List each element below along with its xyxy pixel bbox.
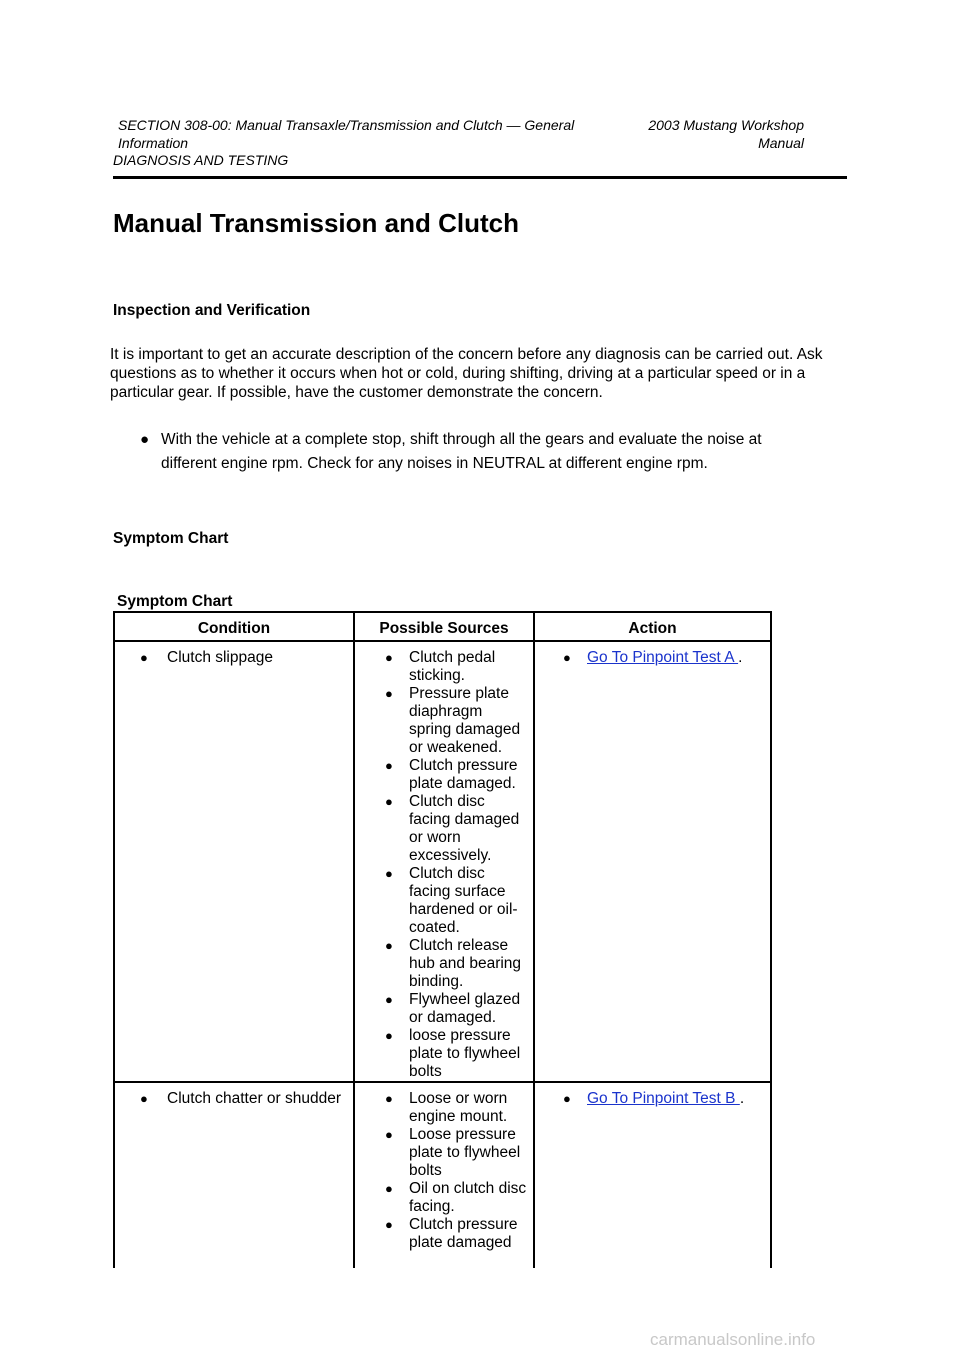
pinpoint-test-a-link[interactable]: Go To Pinpoint Test A: [587, 649, 739, 666]
source-item: ● Clutch disc facing surface hardened or oil-coated.: [385, 865, 527, 937]
table-border-right: [770, 611, 772, 1268]
table-row-1-sources: [385, 649, 527, 1081]
table-row-2-sources: [385, 1090, 527, 1252]
bullet-dot-icon: ●: [140, 431, 150, 448]
table-row-1-condition: [140, 649, 350, 667]
action-item: [563, 649, 768, 667]
source-item: ● Oil on clutch disc facing.: [385, 1180, 527, 1216]
table-row-2-condition: [140, 1090, 352, 1108]
pinpoint-test-b-link[interactable]: Go To Pinpoint Test B: [587, 1090, 740, 1107]
inspection-bullet-text: With the vehicle at a complete stop, shift through all the gears and evaluate the noise at different engine rpm. Check for any noises in NEUTRAL at different engine rpm.: [161, 431, 762, 472]
source-item: ● Loose pressure plate to flywheel bolts: [385, 1126, 527, 1180]
subsection-label: DIAGNOSIS AND TESTING: [113, 152, 289, 168]
action-item: [563, 1090, 768, 1108]
source-item: ● Clutch pressure plate damaged: [385, 1216, 527, 1252]
inspection-bullet: [140, 428, 820, 476]
table-row-1-action: [563, 649, 768, 667]
table-row-2-action: [563, 1090, 768, 1108]
col-header-action: Action: [628, 620, 677, 637]
page-title: Manual Transmission and Clutch: [113, 208, 519, 238]
table-header-rule: [113, 640, 772, 642]
source-item: ● Loose or worn engine mount.: [385, 1090, 527, 1126]
col-header-sources: Possible Sources: [379, 620, 509, 637]
source-item: ● Clutch pressure plate damaged.: [385, 757, 527, 793]
action-tail: .: [739, 1090, 745, 1107]
source-item: ● Clutch release hub and bearing binding.: [385, 937, 527, 991]
inspection-heading: Inspection and Verification: [113, 302, 311, 319]
table-divider-1: [353, 611, 355, 1268]
col-header-condition: Condition: [197, 620, 271, 637]
watermark: carmanualsonline.info: [650, 1330, 816, 1349]
source-item: ● Flywheel glazed or damaged.: [385, 991, 527, 1027]
table-divider-2: [533, 611, 535, 1268]
condition-item: ● Clutch chatter or shudder: [140, 1090, 352, 1108]
header-rule: [113, 176, 847, 179]
section-title: SECTION 308-00: Manual Transaxle/Transmission and Clutch — General Information: [118, 117, 575, 151]
source-item: ● Pressure plate diaphragm spring damaged or weakened.: [385, 685, 527, 757]
table-row-rule: [113, 1081, 772, 1083]
condition-item: ● Clutch slippage: [140, 649, 350, 667]
source-item: ● Clutch disc facing damaged or worn excessively.: [385, 793, 527, 865]
table-top-border: [113, 611, 772, 613]
source-item: ● loose pressure plate to flywheel bolts: [385, 1027, 527, 1081]
inspection-paragraph: It is important to get an accurate description of the concern before any diagnosis can be carried out. Ask questions as to whether it occurs when hot or cold, during shifting, driving at a particular speed or in a particular gear. If possible, have the customer demonstrate the concern.: [110, 346, 823, 401]
table-border-left: [113, 611, 115, 1268]
action-tail: .: [738, 649, 743, 666]
manual-title: 2003 Mustang Workshop Manual: [648, 117, 804, 151]
source-item: ● Clutch pedal sticking.: [385, 649, 527, 685]
table-caption: Symptom Chart: [117, 593, 233, 610]
symptom-chart-heading: Symptom Chart: [113, 530, 229, 547]
